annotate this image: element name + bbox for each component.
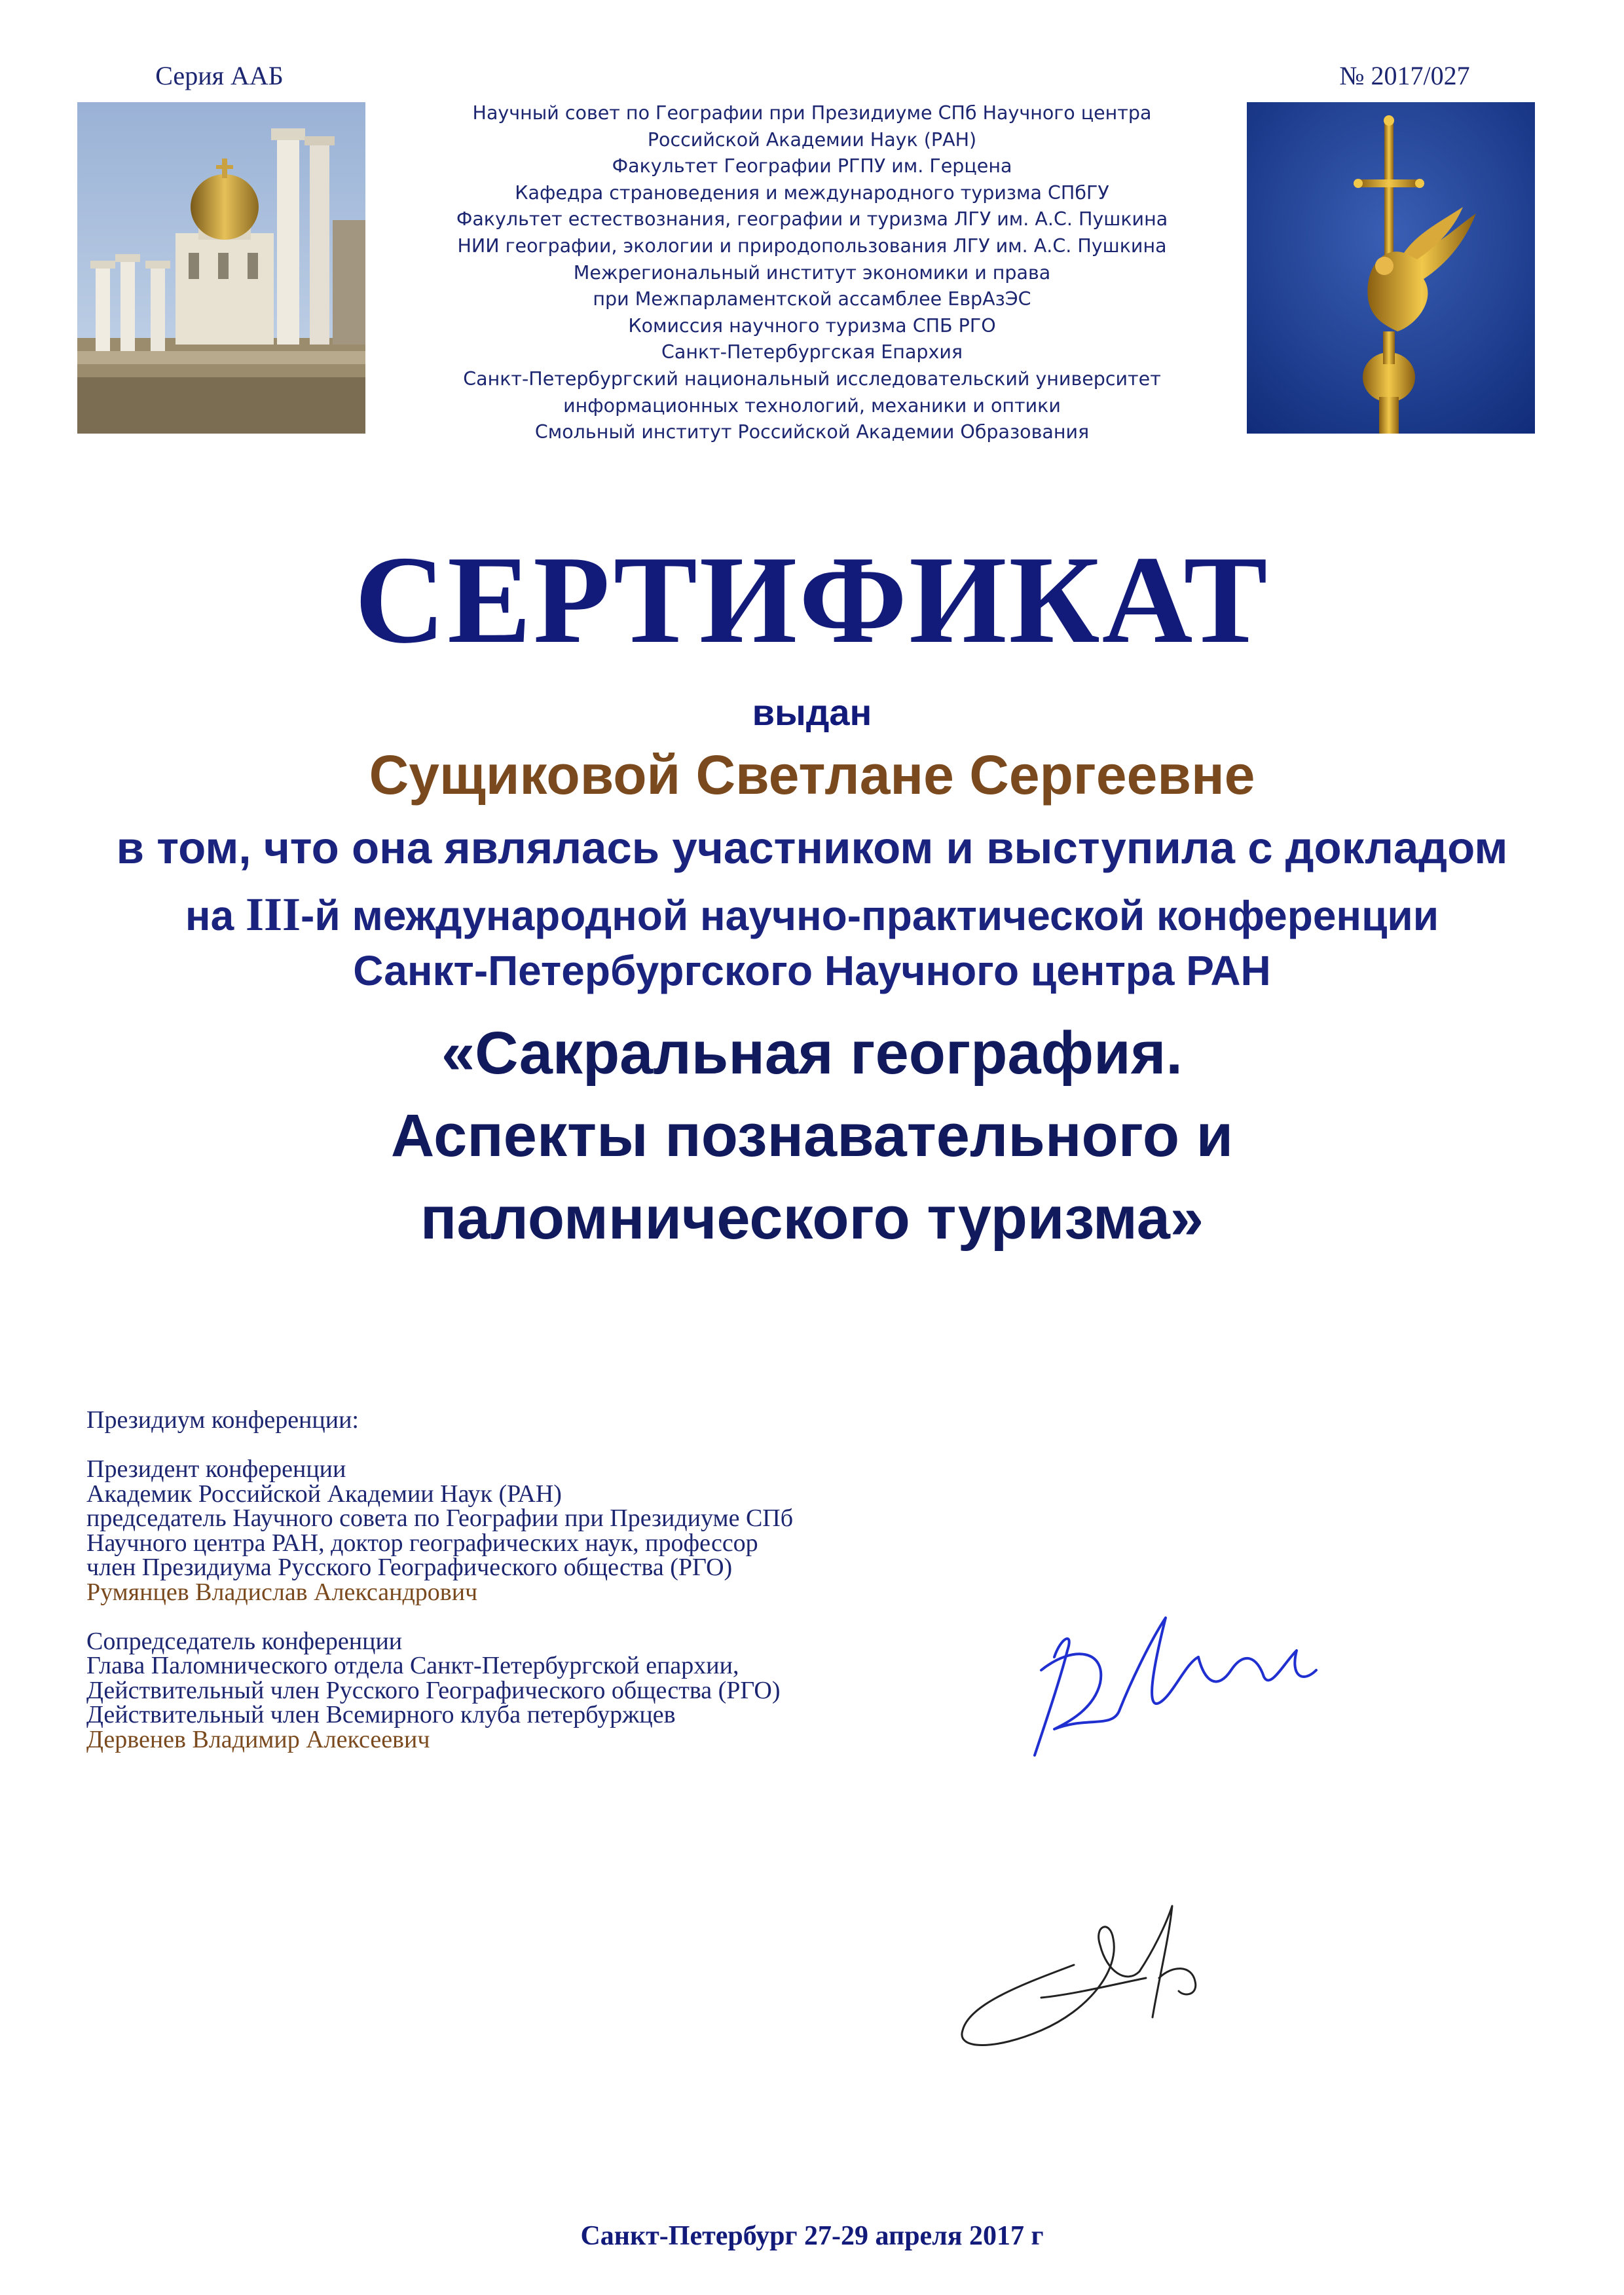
president-name: Румянцев Владислав Александрович (86, 1578, 478, 1606)
conference-title (0, 1012, 1624, 1259)
org-line: Факультет естествознания, географии и туризма ЛГУ им. А.С. Пушкина (456, 208, 1168, 231)
conference-title-line: Аспекты познавательного и (390, 1102, 1234, 1169)
conference-type-rest: -й международной научно-практической конференции (301, 892, 1439, 939)
org-line: при Межпарламентской ассамблее ЕврАзЭС (593, 288, 1031, 310)
presidium-block (86, 1408, 1069, 1752)
cochair-title-line: Глава Паломнического отдела Санкт-Петербургской епархии, (86, 1652, 739, 1679)
president-signature (1022, 1598, 1323, 1782)
org-line: информационных технологий, механики и оптики (563, 394, 1061, 417)
certificate-number: № 2017/027 (1339, 61, 1470, 90)
issued-label: выдан (752, 692, 872, 733)
org-line: Факультет Географии РГПУ им. Герцена (612, 155, 1012, 177)
president-title-line: Научного центра РАН, доктор географических наук, профессор (86, 1529, 758, 1557)
organizer-line: Санкт-Петербургского Научного центра РАН (353, 947, 1271, 994)
conference-title-line: «Сакральная география. (441, 1020, 1183, 1087)
series-label: Серия ААБ (155, 61, 284, 90)
president-title-line: Академик Российской Академии Наук (РАН) (86, 1480, 562, 1508)
conference-title-line: паломнического туризма» (420, 1185, 1204, 1252)
president-title-line: председатель Научного совета по Географии при Президиуме СПб (86, 1504, 794, 1532)
cochair-signature (943, 1886, 1218, 2063)
cathedral-photo (77, 102, 365, 434)
org-line: Российской Академии Наук (РАН) (647, 128, 977, 151)
cochair-title-line: Действительный член Русского Географического общества (РГО) (86, 1676, 781, 1704)
org-line: Санкт-Петербургский национальный исследовательский университет (463, 367, 1161, 390)
org-line: Кафедра страноведения и международного туризма СПбГУ (515, 181, 1109, 204)
presidium-heading: Президиум конференции: (86, 1406, 359, 1434)
cochair-role: Сопредседатель конференции (86, 1627, 403, 1655)
cochair-title-line: Действительный член Всемирного клуба петербуржцев (86, 1701, 676, 1728)
org-line: Санкт-Петербургская Епархия (661, 341, 963, 364)
org-line: НИИ географии, экологии и природопользования ЛГУ им. А.С. Пушкина (457, 234, 1167, 257)
recipient-name: Сущиковой Светлане Сергеевне (369, 744, 1255, 806)
conference-type-prefix: на (185, 892, 246, 939)
president-role: Президент конференции (86, 1455, 346, 1483)
angel-spire-photo (1247, 102, 1535, 434)
conference-ordinal: III (245, 888, 301, 941)
org-line: Научный совет по Географии при Президиуме СПб Научного центра (472, 102, 1152, 124)
org-line: Комиссия научного туризма СПБ РГО (628, 314, 996, 337)
participation-line: в том, что она являлась участником и выступила с докладом (116, 823, 1508, 873)
footer-date-place: Санкт-Петербург 27-29 апреля 2017 г (580, 2221, 1044, 2251)
cochair-name: Дервенев Владимир Алексеевич (86, 1725, 430, 1753)
conference-type-line (0, 887, 1624, 942)
org-line: Межрегиональный институт экономики и права (573, 261, 1051, 284)
president-title-line: член Президиума Русского Географического общества (РГО) (86, 1554, 733, 1581)
org-line: Смольный институт Российской Академии Образования (534, 421, 1090, 443)
certificate-title: СЕРТИФИКАТ (354, 530, 1270, 669)
organizations-list (419, 100, 1205, 446)
